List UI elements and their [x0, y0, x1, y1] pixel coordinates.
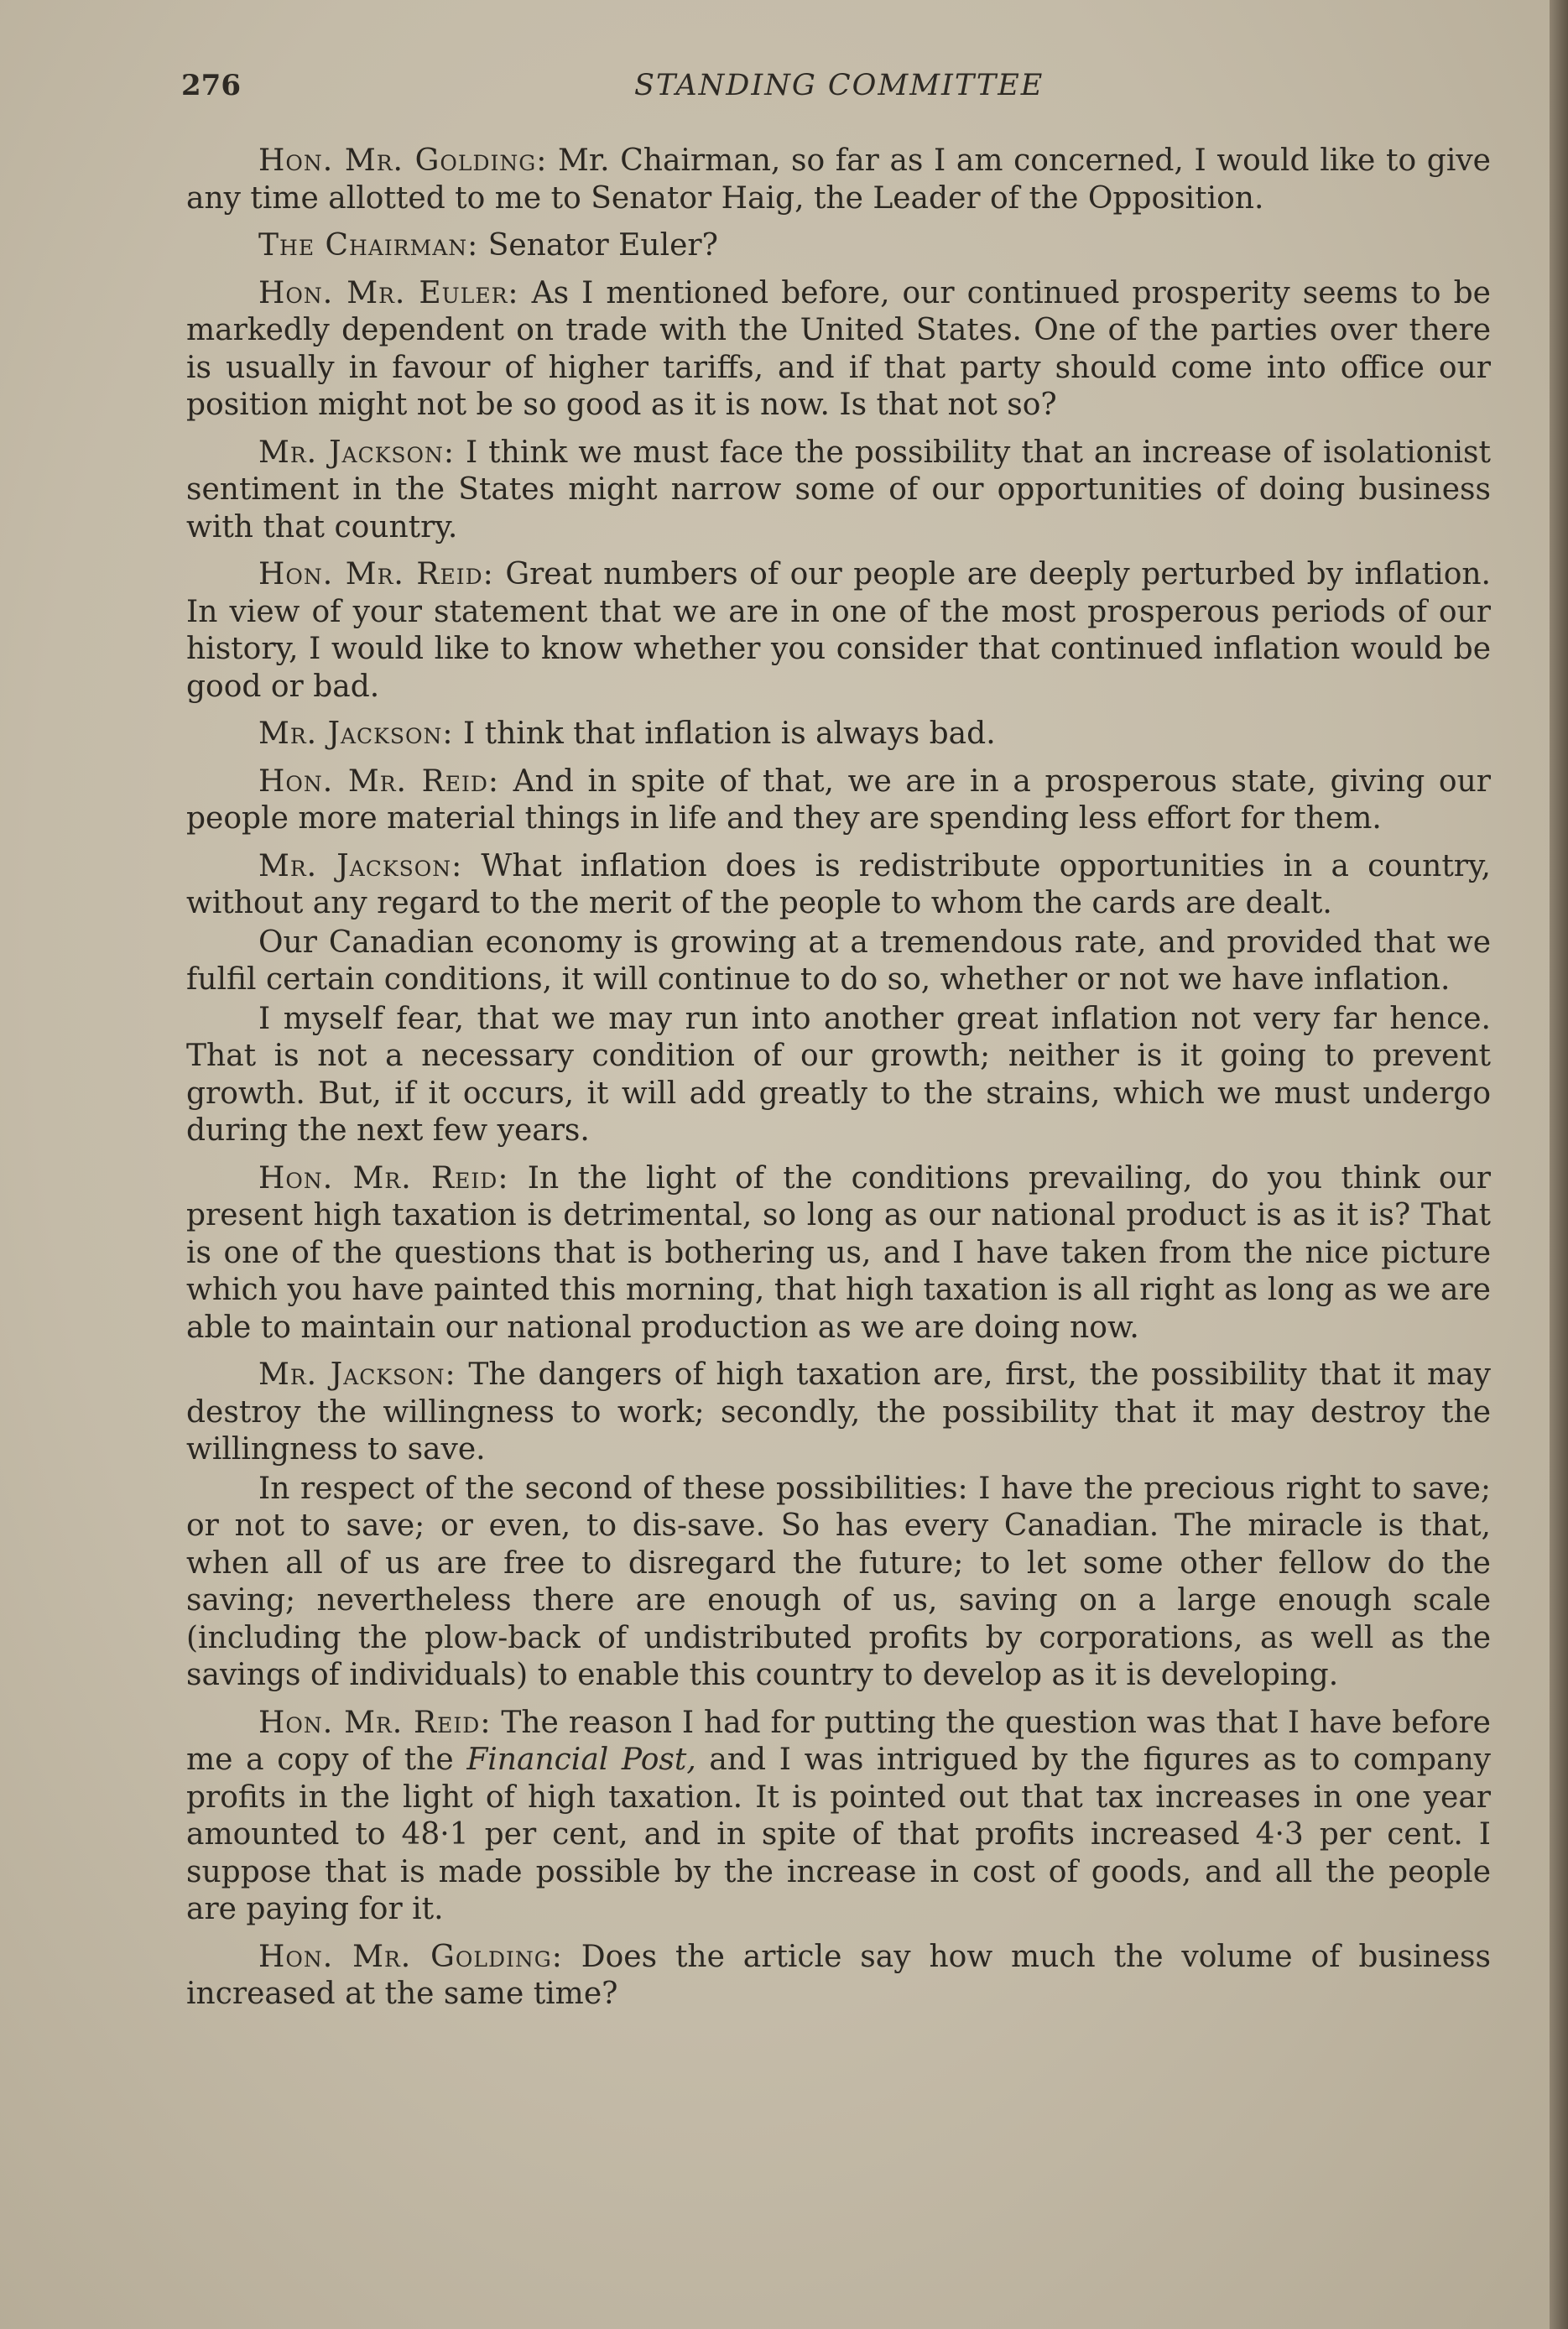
- paragraph: [186, 1705, 1491, 1929]
- speaker-name: Mr. Jackson:: [258, 435, 456, 470]
- speaker-name: Hon. Mr. Reid:: [258, 557, 494, 591]
- speaker-name: Mr. Jackson:: [258, 1357, 456, 1392]
- paragraph: [186, 435, 1491, 547]
- speech-text: I think we must face the possibility that an increase of isolationist sentiment in the States might narrow some of our opportunities of doing business with that country.: [186, 435, 1491, 544]
- speech-text: I myself fear, that we may run into another great inflation not very far hence. That is not a necessary condition of our growth; neither is it going to prevent growth. But, if it occurs, it will add greatly to the strains, which we must undergo during the next few years.: [186, 1001, 1491, 1148]
- paragraph: [186, 716, 1491, 753]
- paragraph: [186, 1471, 1491, 1695]
- speaker-name: Hon. Mr. Golding:: [258, 1939, 563, 1974]
- speech-text: I think that inflation is always bad.: [453, 716, 996, 751]
- speech-text: The reason I had for putting the question was that I have before me a copy of the: [186, 1705, 1491, 1777]
- paragraph: [186, 556, 1491, 706]
- speaker-name: Hon. Mr. Reid:: [258, 1160, 509, 1196]
- paragraph: [186, 1001, 1491, 1150]
- paragraph: [186, 763, 1491, 838]
- paragraph: [186, 1939, 1491, 2014]
- transcript-body: [186, 143, 1491, 2024]
- paragraph: [186, 143, 1491, 217]
- paragraph: [186, 925, 1491, 999]
- running-title: STANDING COMMITTEE: [634, 69, 1044, 102]
- speaker-name: Mr. Jackson:: [258, 848, 463, 883]
- speaker-name: Hon. Mr. Golding:: [258, 143, 548, 178]
- speech-text: The dangers of high taxation are, first, the possibility that it may destroy the willingness to work; secondly, the possibility that it may destroy the willingness to save.: [186, 1357, 1491, 1467]
- speech-text: Does the article say how much the volume of business increased at the same time?: [186, 1939, 1491, 2011]
- page-number: 276: [181, 69, 241, 102]
- speaker-name: Hon. Mr. Reid:: [258, 763, 500, 799]
- publication-title: Financial Post,: [466, 1743, 696, 1777]
- speech-text: Senator Euler?: [478, 228, 718, 263]
- speech-text: Mr. Chairman, so far as I am concerned, I would like to give any time allotted to me to Senator Haig, the Leader of the Opposition.: [186, 143, 1491, 216]
- speech-text: And in spite of that, we are in a prosperous state, giving our people more material things in life and they are spending less effort for them.: [186, 763, 1491, 836]
- speaker-name: Hon. Mr. Reid:: [258, 1705, 492, 1740]
- speaker-name: Hon. Mr. Euler:: [258, 275, 519, 310]
- speech-text: In the light of the conditions prevailing, do you think our present high taxation is detrimental, so long as our national product is as it is? That is one of the questions that is bothering us, and I have taken from the nice picture which you have painted this morning, that high taxation is all right as long as we are able to maintain our national production as we are doing now.: [186, 1160, 1491, 1345]
- speech-text: Our Canadian economy is growing at a tremendous rate, and provided that we fulfil certain conditions, it will continue to do so, whether or not we have inflation.: [186, 925, 1491, 997]
- paragraph: [186, 275, 1491, 425]
- paragraph: [186, 1160, 1491, 1347]
- speech-text: In respect of the second of these possibilities: I have the precious right to save; or not to save; or even, to dis-save. So has every Canadian. The miracle is that, when all of us are free to disregard the future; to let some other fellow do the saving; nevertheless there are enough of us, saving on a large enough scale (including the plow-back of undistributed profits by corporations, as well as the savings of individuals) to enable this country to develop as it is developing.: [186, 1471, 1491, 1692]
- page-header: [181, 69, 1490, 111]
- speech-text: As I mentioned before, our continued prosperity seems to be markedly dependent on trade with the United States. One of the parties over there is usually in favour of higher tariffs, and if that party should come into office our position might not be so good as it is now. Is that not so?: [186, 275, 1491, 422]
- speech-text: What inflation does is redistribute opportunities in a country, without any regard to the merit of the people to whom the cards are dealt.: [186, 848, 1491, 920]
- speaker-name: The Chairman:: [258, 228, 479, 263]
- page-edge-shadow: [1550, 0, 1568, 2329]
- paragraph: [186, 848, 1491, 923]
- paragraph: [186, 227, 1491, 265]
- speech-text: and I was intrigued by the figures as to company profits in the light of high taxation. It is pointed out that tax increases in one year amounted to 48·1 per cent, and in spite of that profits increased 4·3 per cent. I suppose that is made possible by the increase in cost of goods, and all the people are paying for it.: [186, 1743, 1491, 1926]
- paragraph: [186, 1357, 1491, 1469]
- speaker-name: Mr. Jackson:: [258, 716, 454, 751]
- speech-text: Great numbers of our people are deeply perturbed by inflation. In view of your statement that we are in one of the most prosperous periods of our history, I would like to know whether you consider that continued inflation would be good or bad.: [186, 557, 1491, 704]
